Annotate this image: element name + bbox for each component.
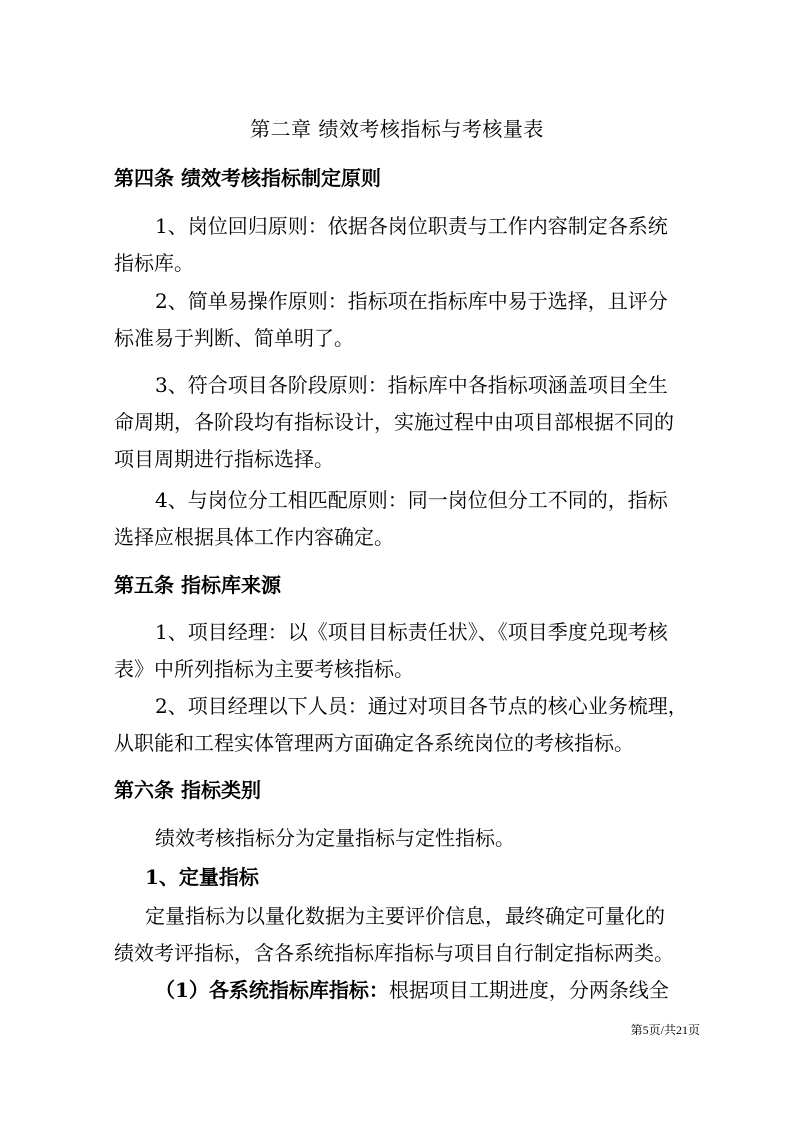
article-4-paragraph-4-line-1: 4、与岗位分工相匹配原则：同一岗位但分工不同的，指标 xyxy=(155,488,668,512)
article-5-paragraph-1-line-2: 表》中所列指标为主要考核指标。 xyxy=(114,657,414,681)
article-5-paragraph-2-line-2: 从职能和工程实体管理两方面确定各系统岗位的考核指标。 xyxy=(114,731,634,755)
article-6-quantitative-line-2: 绩效考评指标，含各系统指标库指标与项目自行制定指标两类。 xyxy=(114,941,674,965)
article-4-paragraph-2-line-2: 标准易于判断、简单明了。 xyxy=(114,326,354,350)
article-4-paragraph-1-line-1: 1、岗位回归原则：依据各岗位职责与工作内容制定各系统 xyxy=(155,214,668,238)
article-4-paragraph-3-line-3: 项目周期进行指标选择。 xyxy=(114,447,334,471)
article-6-intro: 绩效考核指标分为定量指标与定性指标。 xyxy=(155,826,515,850)
article-4-paragraph-3-line-1: 3、符合项目各阶段原则：指标库中各指标项涵盖项目全生 xyxy=(155,373,668,397)
article-5-paragraph-1-line-1: 1、项目经理：以《项目目标责任状》、《项目季度兑现考核 xyxy=(155,620,668,644)
article-4-paragraph-2-line-1: 2、简单易操作原则：指标项在指标库中易于选择，且评分 xyxy=(155,289,668,313)
chapter-title: 第二章 绩效考核指标与考核量表 xyxy=(250,117,544,141)
article-5-heading: 第五条 指标库来源 xyxy=(114,573,281,597)
article-4-heading: 第四条 绩效考核指标制定原则 xyxy=(114,166,381,190)
article-6-quantitative-line-1: 定量指标为以量化数据为主要评价信息，最终确定可量化的 xyxy=(145,904,665,928)
article-6-item-1-text: 根据项目工期进度，分两条线全 xyxy=(388,978,669,1002)
article-5-paragraph-2-line-1: 2、项目经理以下人员：通过对项目各节点的核心业务梳理， xyxy=(155,694,688,718)
article-6-subheading-quantitative: 1、定量指标 xyxy=(145,865,259,889)
article-6-item-1 xyxy=(155,974,669,1006)
article-6-heading: 第六条 指标类别 xyxy=(114,778,261,802)
article-4-paragraph-4-line-2: 选择应根据具体工作内容确定。 xyxy=(114,525,394,549)
article-4-paragraph-3-line-2: 命周期，各阶段均有指标设计，实施过程中由项目部根据不同的 xyxy=(114,410,674,434)
article-4-paragraph-1-line-2: 指标库。 xyxy=(114,251,194,275)
article-6-item-1-label: （1）各系统指标库指标： xyxy=(155,978,389,1002)
page-number-footer: 第5页/共21页 xyxy=(630,1023,700,1037)
